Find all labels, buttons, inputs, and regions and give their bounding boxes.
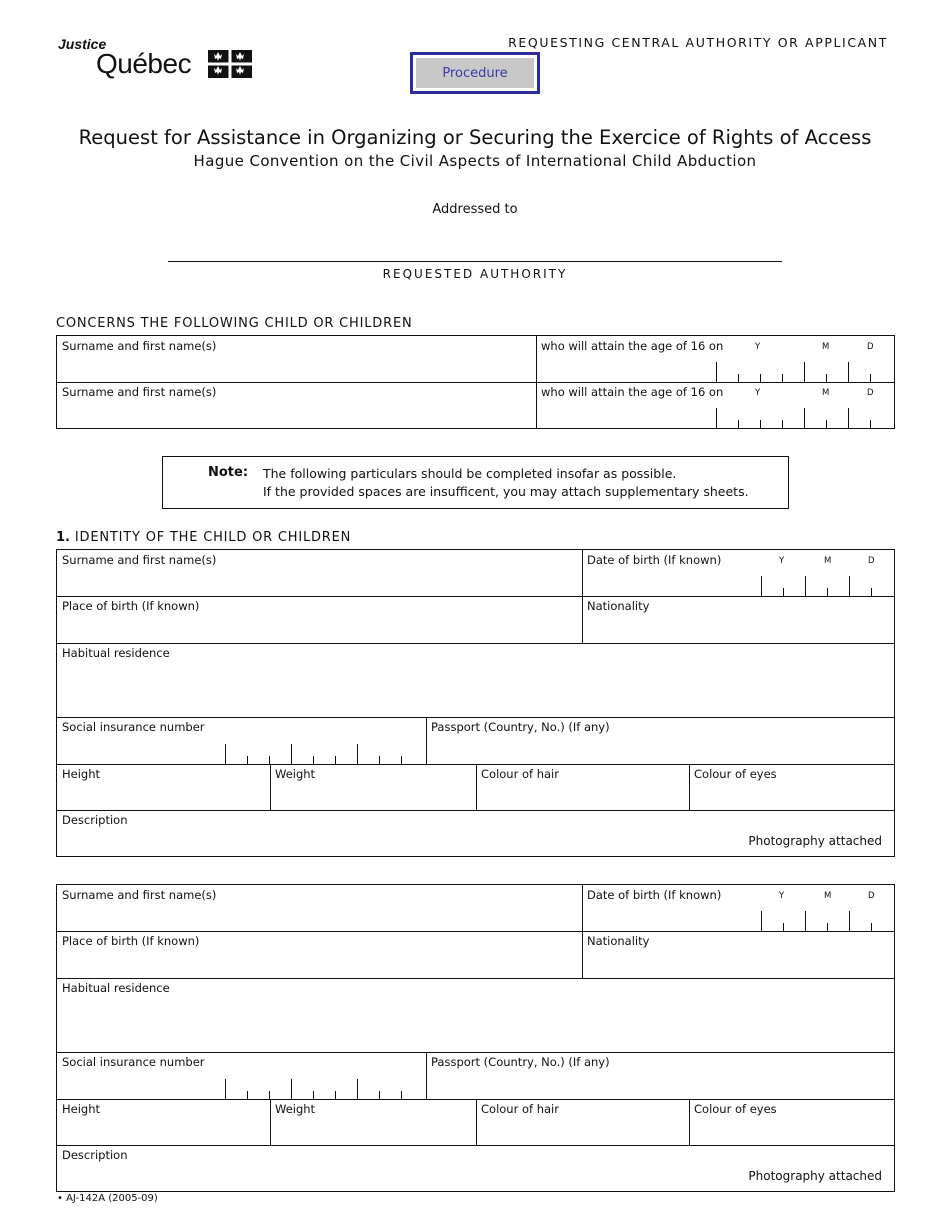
child-1-name-label: Surname and first name(s) <box>62 339 217 353</box>
note-line-2: If the provided spaces are insufficent, you may attach supplementary sheets. <box>263 484 749 499</box>
social-insurance-number-label: Social insurance number <box>62 720 205 734</box>
note-label: Note: <box>208 465 249 480</box>
child-name-label: Surname and first name(s) <box>62 553 217 567</box>
child-2-name-label: Surname and first name(s) <box>62 385 217 399</box>
nationality-field[interactable] <box>582 596 894 643</box>
year-label: Y <box>755 388 761 398</box>
month-label: M <box>822 342 830 352</box>
weight-field[interactable] <box>270 764 476 810</box>
passport-field[interactable] <box>426 717 894 764</box>
place-of-birth-field[interactable] <box>57 596 582 643</box>
eye-colour-label: Colour of eyes <box>694 1102 777 1116</box>
nationality-label: Nationality <box>587 599 650 613</box>
child-1-age16-date-field[interactable] <box>536 336 894 382</box>
month-label: M <box>824 556 832 566</box>
habitual-residence-field[interactable] <box>57 643 894 717</box>
description-label: Description <box>62 1148 128 1162</box>
requested-authority-line <box>168 261 782 262</box>
weight-field[interactable] <box>270 1099 476 1145</box>
note-box <box>162 456 789 509</box>
social-insurance-number-label: Social insurance number <box>62 1055 205 1069</box>
social-insurance-number-field[interactable] <box>57 717 426 764</box>
identity-section-number: 1. <box>56 530 70 545</box>
child-1-age16-label: who will attain the age of 16 on <box>541 339 724 353</box>
addressed-to-label: Addressed to <box>432 202 518 217</box>
description-field[interactable] <box>57 1145 894 1191</box>
form-subtitle: Hague Convention on the Civil Aspects of International Child Abduction <box>193 152 757 170</box>
height-field[interactable] <box>57 764 270 810</box>
eye-colour-label: Colour of eyes <box>694 767 777 781</box>
concerns-table <box>56 335 895 429</box>
requested-authority-input[interactable] <box>168 236 786 262</box>
child-2-name-field[interactable] <box>57 382 536 428</box>
height-label: Height <box>62 1102 101 1116</box>
concerns-heading: CONCERNS THE FOLLOWING CHILD OR CHILDREN <box>56 316 413 331</box>
nationality-label: Nationality <box>587 934 650 948</box>
habitual-residence-label: Habitual residence <box>62 981 170 995</box>
height-field[interactable] <box>57 1099 270 1145</box>
social-insurance-number-field[interactable] <box>57 1052 426 1099</box>
nationality-field[interactable] <box>582 931 894 978</box>
hair-colour-field[interactable] <box>476 1099 689 1145</box>
eye-colour-field[interactable] <box>689 1099 894 1145</box>
passport-field[interactable] <box>426 1052 894 1099</box>
year-label: Y <box>779 556 785 566</box>
day-label: D <box>868 556 875 566</box>
date-of-birth-label: Date of birth (If known) <box>587 553 722 567</box>
hair-colour-label: Colour of hair <box>481 1102 559 1116</box>
child-2-age16-date-field[interactable] <box>536 382 894 428</box>
date-of-birth-field[interactable] <box>582 550 894 596</box>
child-name-field[interactable] <box>57 885 582 931</box>
quebec-flag-icon <box>208 50 252 78</box>
month-label: M <box>824 891 832 901</box>
passport-label: Passport (Country, No.) (If any) <box>431 720 610 734</box>
logo-justice-text: Justice <box>58 36 107 52</box>
weight-label: Weight <box>275 767 316 781</box>
month-label: M <box>822 388 830 398</box>
height-label: Height <box>62 767 101 781</box>
child-identity-block-1 <box>56 549 895 857</box>
note-line-1: The following particulars should be completed insofar as possible. <box>263 466 677 481</box>
description-field[interactable] <box>57 810 894 856</box>
requested-authority-label: REQUESTED AUTHORITY <box>382 267 568 281</box>
form-code-footer: • AJ-142A (2005-09) <box>57 1193 158 1204</box>
date-of-birth-label: Date of birth (If known) <box>587 888 722 902</box>
child-name-field[interactable] <box>57 550 582 596</box>
identity-heading-text: IDENTITY OF THE CHILD OR CHILDREN <box>74 530 352 545</box>
photography-attached-label: Photography attached <box>748 1169 882 1183</box>
year-label: Y <box>779 891 785 901</box>
place-of-birth-field[interactable] <box>57 931 582 978</box>
date-of-birth-field[interactable] <box>582 885 894 931</box>
photography-attached-label: Photography attached <box>748 834 882 848</box>
procedure-button-label: Procedure <box>416 58 534 88</box>
identity-heading <box>56 530 351 545</box>
note-text <box>263 465 749 501</box>
hair-colour-field[interactable] <box>476 764 689 810</box>
year-label: Y <box>755 342 761 352</box>
description-label: Description <box>62 813 128 827</box>
place-of-birth-label: Place of birth (If known) <box>62 599 200 613</box>
procedure-button[interactable] <box>410 52 540 94</box>
habitual-residence-label: Habitual residence <box>62 646 170 660</box>
child-identity-block-2 <box>56 884 895 1192</box>
day-label: D <box>868 891 875 901</box>
habitual-residence-field[interactable] <box>57 978 894 1052</box>
day-label: D <box>867 388 874 398</box>
hair-colour-label: Colour of hair <box>481 767 559 781</box>
eye-colour-field[interactable] <box>689 764 894 810</box>
place-of-birth-label: Place of birth (If known) <box>62 934 200 948</box>
weight-label: Weight <box>275 1102 316 1116</box>
passport-label: Passport (Country, No.) (If any) <box>431 1055 610 1069</box>
child-1-name-field[interactable] <box>57 336 536 382</box>
requesting-party-label: REQUESTING CENTRAL AUTHORITY OR APPLICANT <box>508 35 888 50</box>
day-label: D <box>867 342 874 352</box>
logo-quebec-text: Québec <box>96 48 192 79</box>
form-title: Request for Assistance in Organizing or Securing the Exercice of Rights of Access <box>78 126 872 149</box>
child-name-label: Surname and first name(s) <box>62 888 217 902</box>
child-2-age16-label: who will attain the age of 16 on <box>541 385 724 399</box>
